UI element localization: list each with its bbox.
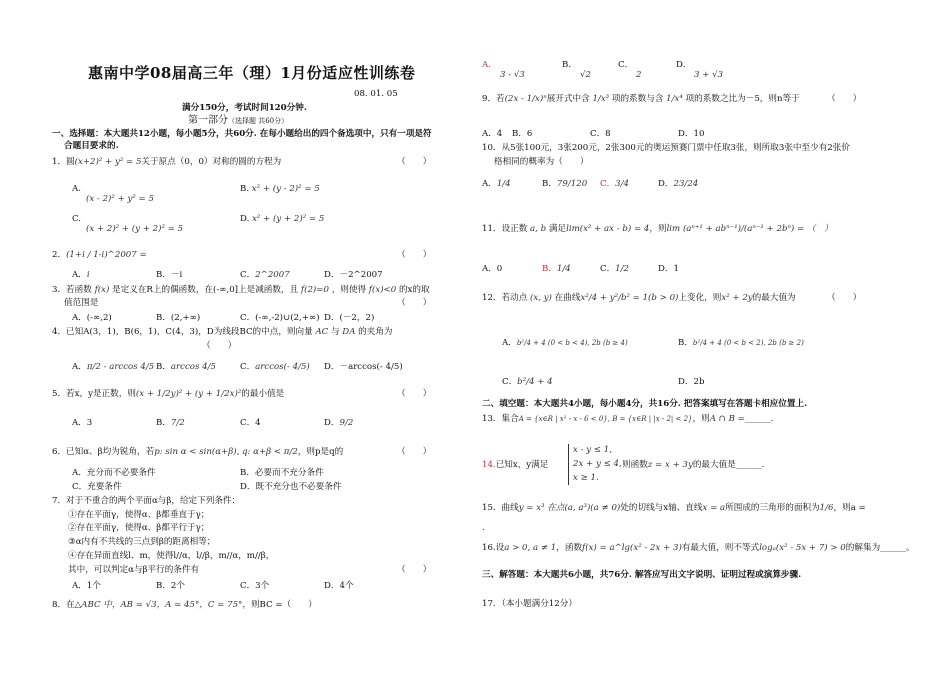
q7-question: 其中，可以判定α与β平行的条件有: [68, 565, 200, 575]
question-11: 11．设正数 a, b 满足lim(x² + ax - b) = 4，则lim (aⁿ⁺¹ + abⁿ⁻¹)/(aⁿ⁻¹ + 2bⁿ) = （ ）: [482, 224, 833, 234]
exam-date: 08. 01. 05: [354, 89, 398, 99]
q7-condition-4: ④存在异面直线l、m，使得l//α，l//β，m//α，m//β，: [68, 551, 275, 561]
question-6: 6．已知α、β均为锐角，若p: sin α < sin(α+β), q: α+β < π/2，则p是q的: [52, 447, 344, 457]
question-13: 13．集合A = {x∈R | x² - x - 6 < 0}, B = {x∈R | |x - 2| < 2}，则A ∩ B =______.: [482, 414, 774, 424]
q12-option-a[interactable]: A．b²/4 + 4 (0 < b < 4), 2b (b ≥ 4): [502, 338, 628, 348]
q1-option-b[interactable]: B. x² + (y - 2)² = 5: [240, 184, 320, 194]
question-16: 16.设a > 0, a ≠ 1，函数f(x) = a^lg(x² - 2x + 3)有最大值，则不等式logₐ(x² - 5x + 7) > 0的解集为______。: [482, 543, 915, 553]
question-15-end: .: [482, 523, 485, 533]
q6-option-c[interactable]: C．充要条件: [72, 482, 122, 492]
q7-condition-1: ①存在平面γ，使得α、β都垂直于γ；: [68, 510, 210, 520]
q11-option-c[interactable]: C．1/2: [600, 264, 630, 274]
q11-option-b[interactable]: B．1/4: [542, 264, 571, 274]
question-8: 8．在△ABC 中，AB = √3，A = 45°，C = 75°，则BC =（ ）: [52, 600, 317, 610]
question-17: 17．（本小题满分12分）: [482, 599, 577, 609]
section1-heading-cont: 合题目要求的.: [64, 141, 119, 151]
q9-option-b[interactable]: B．6: [512, 129, 533, 139]
q9-option-c[interactable]: C．8: [590, 129, 611, 139]
q10-option-c[interactable]: C．3/4: [600, 179, 630, 189]
q4-option-a[interactable]: A．π/2 - arccos 4/5: [72, 362, 155, 372]
part1-title: 第一部分（选择题 共60分）: [188, 115, 289, 126]
question-7: 7．对于不重合的两个平面α与β，给定下列条件：: [52, 496, 241, 506]
q10-option-a[interactable]: A．1/4: [482, 179, 511, 189]
q3-option-b[interactable]: B．(2,+∞): [156, 313, 201, 323]
question-14: 14.已知x，y满足: [482, 460, 549, 470]
score-line: 满分150分，考试时间120分钟.: [182, 103, 307, 113]
q12-option-b[interactable]: B．b²/4 + 4 (0 < b < 2), 2b (b ≥ 2): [678, 338, 804, 348]
q9-option-a[interactable]: A．4: [482, 129, 503, 139]
q7-option-c[interactable]: C．3个: [240, 581, 270, 591]
q2-paren: （ ）: [397, 250, 432, 260]
q3-option-d[interactable]: D．(－2，2): [324, 313, 375, 323]
q6-option-b[interactable]: B．必要而不充分条件: [240, 468, 324, 478]
q5-option-d[interactable]: D．9/2: [324, 418, 354, 428]
question-4: 4．已知A(3，1)，B(6，1)，C(4，3)，D为线段BC的中点，则向量 AC 与 DA 的夹角为: [52, 327, 393, 337]
q7-option-a[interactable]: A．1个: [72, 581, 101, 591]
q4-option-c[interactable]: C．arccos(- 4/5): [240, 362, 310, 372]
q1-paren: （ ）: [397, 157, 432, 167]
question-10-cont: 格相同的概率为（ ）: [494, 157, 589, 167]
q5-option-a[interactable]: A．3: [72, 418, 93, 428]
q14-constraints: x - y ≤ 1, 2x + y ≤ 4, x ≥ 1.: [568, 444, 622, 485]
question-12: 12．若动点 (x, y) 在曲线x²/4 + y²/b² = 1(b > 0)上变化，则x² + 2y的最大值为: [482, 293, 796, 303]
q7-condition-3: ③α内有不共线的三点到β的距离相等；: [68, 537, 216, 547]
q2-option-d[interactable]: D．－2^2007: [324, 270, 383, 280]
question-3-cont: 值范围是: [64, 298, 99, 308]
q4-option-b[interactable]: B．arccos 4/5: [156, 362, 216, 372]
section1-heading: 一、选择题：本大题共12小题，每小题5分，共60分. 在每小题给出的四个备选项中，只有一项是符: [52, 129, 432, 139]
q2-option-a[interactable]: A．i: [72, 270, 90, 280]
question-2: 2．(1+i / 1-i)^2007 =: [52, 250, 147, 260]
q10-option-d[interactable]: D．23/24: [658, 179, 699, 189]
section2-heading: 二、填空题：本大题共4小题，每小题4分，共16分. 把答案填写在答题卡相应位置上.: [482, 399, 808, 409]
q5-option-b[interactable]: B．7/2: [156, 418, 185, 428]
q2-option-c[interactable]: C．2^2007: [240, 270, 290, 280]
q7-paren: （ ）: [397, 565, 432, 575]
q9-paren: （ ）: [827, 94, 862, 104]
q5-option-c[interactable]: C．4: [240, 418, 261, 428]
q3-paren: （ ）: [397, 298, 432, 308]
question-3: 3．若函数 f(x) 是定义在R上的偶函数，在(-∞,0]上是减函数，且 f(2)=0 ，则使得 f(x)<0 的x的取: [52, 285, 430, 295]
q4-option-d[interactable]: D．－arccos(- 4/5): [324, 362, 403, 372]
q10-option-b[interactable]: B．79/120: [542, 179, 588, 189]
q4-paren: （ ）: [202, 341, 237, 351]
question-10: 10．从5张100元，3张200元，2张300元的奥运预赛门票中任取3张，则所取3张中至少有2张价: [482, 143, 850, 153]
q12-option-d[interactable]: D．2b: [678, 377, 705, 387]
q8-option-d[interactable]: D． 3 + √3: [676, 60, 724, 81]
question-15: 15．曲线y = x³ 在点(a, a³)(a ≠ 0)处的切线与x轴、直线x = a所围成的三角形的面积为1/6，则a =: [482, 503, 866, 513]
question-5: 5．若x，y是正数，则(x + 1/2y)² + (y + 1/2x)²的最小值是: [52, 389, 285, 399]
q6-option-d[interactable]: D．既不充分也不必要条件: [240, 482, 342, 492]
q12-paren: （ ）: [827, 293, 862, 303]
q3-option-c[interactable]: C．(-∞,-2)∪(2,+∞): [240, 313, 320, 323]
q11-option-a[interactable]: A．0: [482, 264, 503, 274]
section3-heading: 三、解答题：本大题共6小题，共76分. 解答应写出文字说明、证明过程或演算步骤.: [482, 570, 802, 580]
q3-option-a[interactable]: A．(-∞,2): [72, 313, 112, 323]
q1-option-d[interactable]: D. x² + (y + 2)² = 5: [240, 214, 325, 224]
page-title: 惠南中学08届高三年（理）1月份适应性训练卷: [88, 64, 416, 82]
q6-paren: （ ）: [397, 447, 432, 457]
q8-option-a[interactable]: A． 3 - √3: [482, 60, 525, 81]
question-9: 9．若(2x - 1/x)ⁿ展开式中含 1/x³ 项的系数与含 1/x⁴ 项的系数之比为－5，则n等于: [482, 94, 800, 104]
question-1: 1．圆(x+2)² + y² = 5关于原点（0，0）对称的圆的方程为: [52, 157, 282, 167]
question-14-tail: 则函数z = x + 3y的最大值是______.: [622, 460, 765, 470]
q7-condition-2: ②存在平面γ，使得α、β都平行于γ；: [68, 523, 210, 533]
q8-option-c[interactable]: C． 2: [618, 60, 642, 81]
q1-option-c[interactable]: C. (x + 2)² + (y + 2)² = 5: [72, 214, 184, 235]
q1-option-a[interactable]: A. (x - 2)² + y² = 5: [72, 184, 154, 205]
q5-paren: （ ）: [397, 389, 432, 399]
q6-option-a[interactable]: A．充分而不必要条件: [72, 468, 156, 478]
q7-option-b[interactable]: B．2个: [156, 581, 185, 591]
q11-option-d[interactable]: D．1: [658, 264, 679, 274]
q8-option-b[interactable]: B． √2: [562, 60, 591, 81]
q7-option-d[interactable]: D．4个: [324, 581, 354, 591]
q12-option-c[interactable]: C．b²/4 + 4: [502, 377, 553, 387]
q9-option-d[interactable]: D．10: [678, 129, 705, 139]
q2-option-b[interactable]: B．－i: [156, 270, 183, 280]
